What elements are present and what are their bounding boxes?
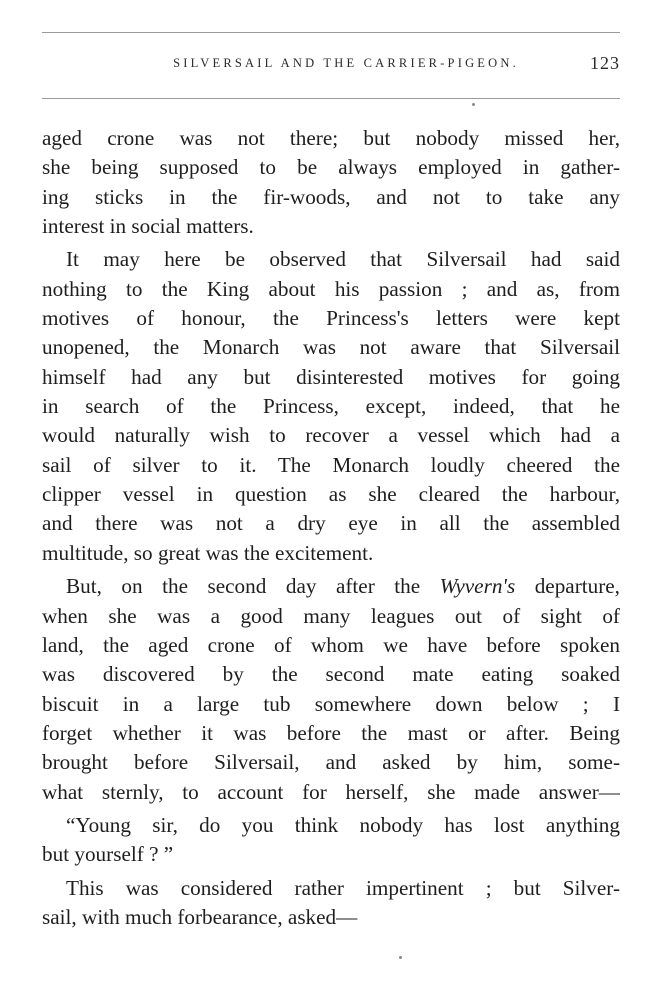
text-line: multitude, so great was the excitement. xyxy=(42,540,374,565)
text-line: forget whether it was before the mast or after. Being xyxy=(42,720,620,745)
text-line: what sternly, to account for herself, she made answer— xyxy=(42,779,620,804)
text-line: “Young sir, do you think nobody has lost anything xyxy=(66,812,620,837)
page-number: 123 xyxy=(590,53,620,73)
text-line: sail, with much forbearance, asked— xyxy=(42,904,358,929)
text-line: interest in social matters. xyxy=(42,214,254,239)
text-line: ing sticks in the fir-woods, and not to take any xyxy=(42,184,620,209)
header-top-rule xyxy=(42,32,620,33)
text-line: was discovered by the second mate eating soaked xyxy=(42,662,620,687)
text-run: But, on the second day after the xyxy=(66,574,440,599)
text-line: and there was not a dry eye in all the assembled xyxy=(42,511,620,536)
text-line: nothing to the King about his passion ; and as, from xyxy=(42,276,620,301)
text-line: himself had any but disinterested motives for going xyxy=(42,364,620,389)
text-line: biscuit in a large tub somewhere down below ; I xyxy=(42,691,620,716)
ship-name-italic: Wyvern's xyxy=(439,574,516,599)
text-line: clipper vessel in question as she cleared the harbour, xyxy=(42,482,620,507)
text-line: in search of the Princess, except, indeed, that he xyxy=(42,394,620,419)
text-line: It may here be observed that Silversail had said xyxy=(66,247,620,272)
text-line: This was considered rather impertinent ; but Silver- xyxy=(66,875,620,900)
text-line: would naturally wish to recover a vessel which had a xyxy=(42,423,620,448)
text-line: but yourself ? ” xyxy=(42,842,174,867)
paragraph xyxy=(42,811,620,870)
running-title: SILVERSAIL AND THE CARRIER-PIGEON. xyxy=(173,56,519,70)
text-line: land, the aged crone of whom we have before spoken xyxy=(42,632,620,657)
text-line: motives of honour, the Princess's letters were kept xyxy=(42,306,620,331)
text-run: departure, xyxy=(515,574,620,599)
paper-speck xyxy=(472,103,475,106)
text-line xyxy=(42,572,620,601)
paper-speck xyxy=(399,956,402,959)
text-line: aged crone was not there; but nobody missed her, xyxy=(42,126,620,150)
running-header xyxy=(42,53,620,78)
paragraph xyxy=(42,874,620,933)
body-text xyxy=(42,124,620,932)
paragraph xyxy=(42,124,620,241)
header-bottom-rule xyxy=(42,98,620,99)
paragraph xyxy=(42,245,620,568)
text-line: brought before Silversail, and asked by him, some- xyxy=(42,750,620,775)
text-line: when she was a good many leagues out of sight of xyxy=(42,603,620,628)
text-line: sail of silver to it. The Monarch loudly cheered the xyxy=(42,452,620,477)
paragraph xyxy=(42,572,620,807)
text-line: she being supposed to be always employed in gather- xyxy=(42,155,620,180)
text-line: unopened, the Monarch was not aware that Silversail xyxy=(42,335,620,360)
